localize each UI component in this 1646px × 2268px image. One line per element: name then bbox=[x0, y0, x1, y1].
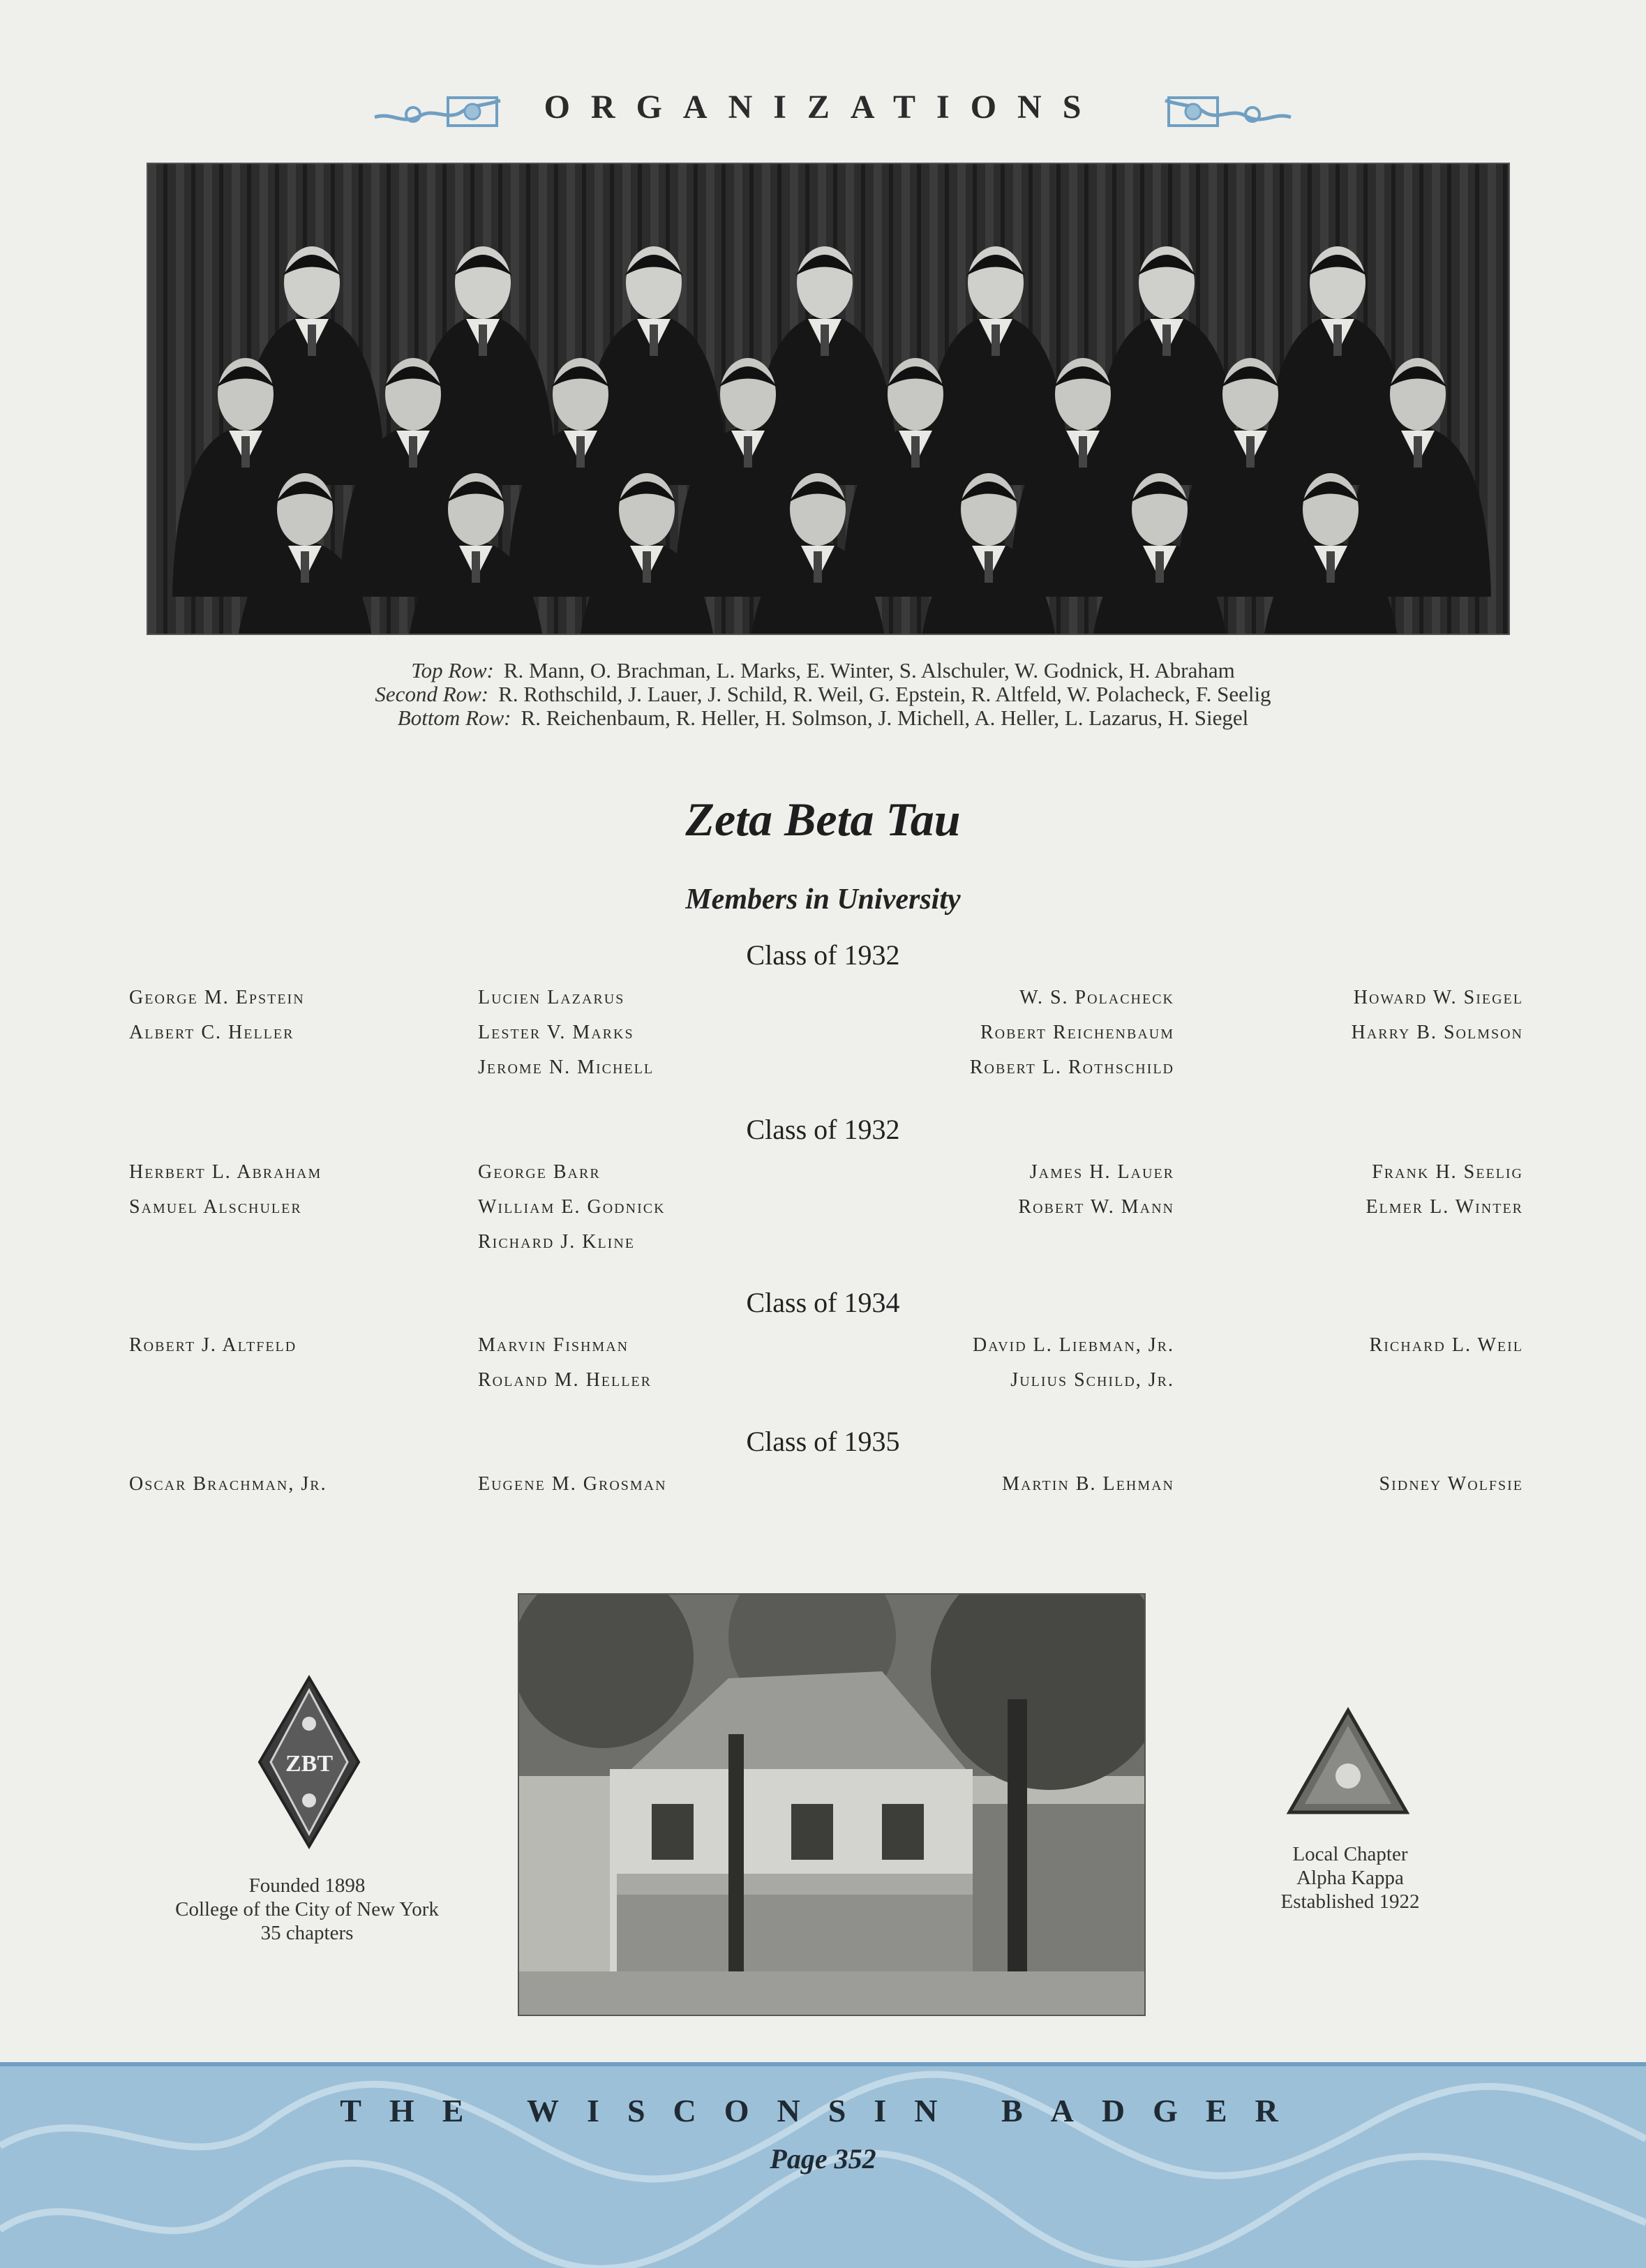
caption-names: R. Reichenbaum, R. Heller, H. Solmson, J. Michell, A. Heller, L. Lazarus, H. Siegel bbox=[521, 706, 1249, 730]
member-column bbox=[853, 1467, 1174, 1502]
footer-rule bbox=[0, 2062, 1646, 2066]
member-name: David L. Liebman, Jr. bbox=[973, 1334, 1174, 1356]
member-name: Harry B. Solmson bbox=[1351, 1022, 1523, 1043]
person-tie bbox=[1162, 324, 1171, 356]
college-line: College of the City of New York bbox=[175, 1898, 439, 1920]
chapter-house-photo bbox=[518, 1593, 1146, 2016]
local-chapter-line: Local Chapter bbox=[1292, 1843, 1408, 1865]
member-name: Oscar Brachman, Jr. bbox=[129, 1473, 327, 1495]
member-column bbox=[853, 980, 1174, 1085]
member-name: Samuel Alschuler bbox=[129, 1196, 302, 1218]
member-name: Lester V. Marks bbox=[478, 1022, 634, 1043]
member-column bbox=[478, 1467, 799, 1502]
caption-top-row bbox=[0, 659, 1646, 682]
member-name: Marvin Fishman bbox=[478, 1334, 629, 1356]
member-name: Howard W. Siegel bbox=[1353, 987, 1523, 1008]
person-tie bbox=[1246, 436, 1255, 468]
person-tie bbox=[744, 436, 752, 468]
caption-names: R. Rothschild, J. Lauer, J. Schild, R. Weil, G. Epstein, R. Altfeld, W. Polacheck, F. Seelig bbox=[498, 682, 1271, 706]
person-tie bbox=[1414, 436, 1422, 468]
member-name: Robert Reichenbaum bbox=[980, 1022, 1174, 1043]
caption-second-row bbox=[0, 682, 1646, 706]
member-column bbox=[129, 1467, 450, 1502]
member-name: Richard L. Weil bbox=[1369, 1334, 1523, 1356]
person-tie bbox=[992, 324, 1000, 356]
person-tie bbox=[814, 551, 822, 583]
member-name: Elmer L. Winter bbox=[1366, 1196, 1523, 1218]
member-name: Martin B. Lehman bbox=[1002, 1473, 1174, 1495]
member-name: George Barr bbox=[478, 1161, 601, 1183]
person-tie bbox=[911, 436, 920, 468]
member-column bbox=[129, 1155, 450, 1225]
founded-line: Founded 1898 bbox=[248, 1874, 366, 1897]
page-number: Page 352 bbox=[770, 2143, 876, 2174]
group-photo-image bbox=[148, 164, 1509, 634]
member-column bbox=[853, 1328, 1174, 1398]
zbt-crest-badge bbox=[257, 1675, 361, 1849]
person-tie bbox=[821, 324, 829, 356]
person-tie bbox=[643, 551, 651, 583]
person-tie bbox=[576, 436, 585, 468]
member-name: W. S. Polacheck bbox=[1019, 987, 1174, 1008]
crest-letters: ZBT bbox=[285, 1751, 334, 1777]
person-tie bbox=[1326, 551, 1335, 583]
person-tie bbox=[1333, 324, 1342, 356]
person-tie bbox=[650, 324, 658, 356]
person-tie bbox=[241, 436, 250, 468]
person-tie bbox=[409, 436, 417, 468]
member-name: Robert L. Rothschild bbox=[969, 1057, 1174, 1078]
member-name: Robert J. Altfeld bbox=[129, 1334, 297, 1356]
chapter-name-line: Alpha Kappa bbox=[1296, 1867, 1404, 1889]
member-name: Albert C. Heller bbox=[129, 1022, 294, 1043]
member-column bbox=[478, 1328, 799, 1398]
class-heading: Class of 1932 bbox=[746, 939, 900, 971]
person-tie bbox=[479, 324, 487, 356]
member-name: Eugene M. Grosman bbox=[478, 1473, 667, 1495]
publication-title: THE WISCONSIN BADGER bbox=[340, 2093, 1306, 2128]
member-column bbox=[1202, 1467, 1523, 1502]
caption-label: Second Row: bbox=[375, 682, 489, 706]
group-photo bbox=[147, 163, 1510, 635]
member-name: Lucien Lazarus bbox=[478, 987, 625, 1008]
caption-label: Bottom Row: bbox=[397, 706, 511, 730]
local-chapter-info bbox=[1211, 1842, 1490, 1913]
member-column bbox=[1202, 980, 1523, 1050]
class-heading: Class of 1934 bbox=[746, 1287, 900, 1318]
member-name: Robert W. Mann bbox=[1018, 1196, 1174, 1218]
member-name: Richard J. Kline bbox=[478, 1231, 635, 1253]
scroll-ornament-right bbox=[1162, 91, 1294, 131]
member-name: William E. Godnick bbox=[478, 1196, 666, 1218]
person-tie bbox=[301, 551, 309, 583]
chapters-line: 35 chapters bbox=[260, 1922, 354, 1944]
member-name: Jerome N. Michell bbox=[478, 1057, 654, 1078]
members-heading: Members in University bbox=[685, 883, 961, 916]
class-heading: Class of 1932 bbox=[746, 1114, 900, 1145]
section-title: ORGANIZATIONS bbox=[544, 89, 1102, 126]
member-name: Frank H. Seelig bbox=[1372, 1161, 1523, 1183]
member-name: Sidney Wolfsie bbox=[1379, 1473, 1523, 1495]
person-tie bbox=[308, 324, 316, 356]
member-column bbox=[853, 1155, 1174, 1225]
member-name: George M. Epstein bbox=[129, 987, 305, 1008]
caption-bottom-row bbox=[0, 706, 1646, 730]
member-column bbox=[1202, 1328, 1523, 1363]
person-tie bbox=[472, 551, 480, 583]
person-tie bbox=[1155, 551, 1164, 583]
person-tie bbox=[985, 551, 993, 583]
member-name: Julius Schild, Jr. bbox=[1010, 1369, 1174, 1391]
house-image bbox=[519, 1595, 1144, 2015]
caption-names: R. Mann, O. Brachman, L. Marks, E. Winter, S. Alschuler, W. Godnick, H. Abraham bbox=[503, 658, 1235, 682]
alpha-kappa-pin bbox=[1285, 1706, 1411, 1816]
member-column bbox=[129, 1328, 450, 1363]
member-column bbox=[129, 980, 450, 1050]
member-column bbox=[478, 980, 799, 1085]
class-heading: Class of 1935 bbox=[746, 1426, 900, 1457]
person-tie bbox=[1079, 436, 1087, 468]
member-name: Roland M. Heller bbox=[478, 1369, 652, 1391]
founding-info bbox=[112, 1874, 502, 1945]
member-column bbox=[478, 1155, 799, 1260]
member-name: James H. Lauer bbox=[1029, 1161, 1174, 1183]
caption-label: Top Row: bbox=[411, 658, 494, 682]
member-name: Herbert L. Abraham bbox=[129, 1161, 322, 1183]
member-column bbox=[1202, 1155, 1523, 1225]
established-line: Established 1922 bbox=[1280, 1890, 1420, 1913]
organization-name: Zeta Beta Tau bbox=[685, 793, 961, 846]
